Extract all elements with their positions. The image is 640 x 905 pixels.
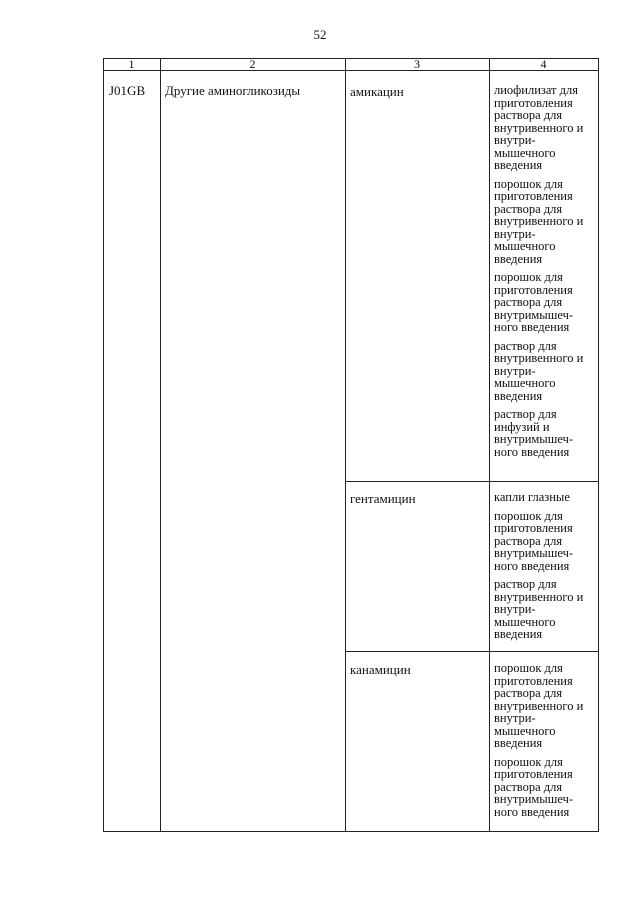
header-col-1: 1: [128, 57, 135, 71]
dosage-form: капли глазные: [494, 490, 570, 504]
dosage-form: лиофилизат для приготовления раствора для внутривенного и внутри-мышечного введения: [494, 83, 584, 172]
group-name: Другие аминогликозиды: [165, 83, 301, 98]
table-border-bottom: [103, 831, 599, 832]
dosage-form: порошок для приготовления раствора для внутримышеч-ного введения: [494, 270, 574, 334]
drug-table: [103, 58, 599, 832]
atc-code: J01GB: [109, 83, 146, 98]
column-divider-2: [345, 58, 346, 832]
table-border-left: [103, 58, 104, 832]
dosage-form: порошок для приготовления раствора для внутривенного и внутри-мышечного введения: [494, 661, 584, 750]
dosage-form: раствор для внутривенного и внутри-мышечного введения: [494, 577, 584, 641]
drug-name: амикацин: [350, 84, 404, 99]
header-divider: [103, 70, 599, 71]
dosage-form: порошок для приготовления раствора для внутримышеч-ного введения: [494, 508, 574, 573]
dosage-form: раствор для инфузий и внутримышеч-ного введения: [494, 407, 574, 459]
dosage-forms-gentamicin: [494, 491, 592, 647]
page-number: 52: [313, 27, 327, 42]
dosage-form: порошок для приготовления раствора для внутримышеч-ного введения: [494, 754, 574, 819]
dosage-forms-amikacin: [494, 84, 592, 464]
column-divider-3: [489, 58, 490, 832]
header-col-3: 3: [414, 57, 420, 71]
drug-divider-1: [345, 481, 599, 482]
drug-name: канамицин: [350, 662, 411, 677]
column-divider-1: [160, 58, 161, 832]
drug-divider-2: [345, 651, 599, 652]
table-border-right: [598, 58, 599, 832]
dosage-forms-kanamycin: [494, 662, 592, 824]
header-col-4: 4: [540, 57, 547, 71]
dosage-form: раствор для внутривенного и внутри-мышечного введения: [494, 338, 584, 403]
dosage-form: порошок для приготовления раствора для внутривенного и внутри-мышечного введения: [494, 176, 584, 266]
header-col-2: 2: [249, 57, 256, 71]
drug-name: гентамицин: [350, 491, 416, 506]
